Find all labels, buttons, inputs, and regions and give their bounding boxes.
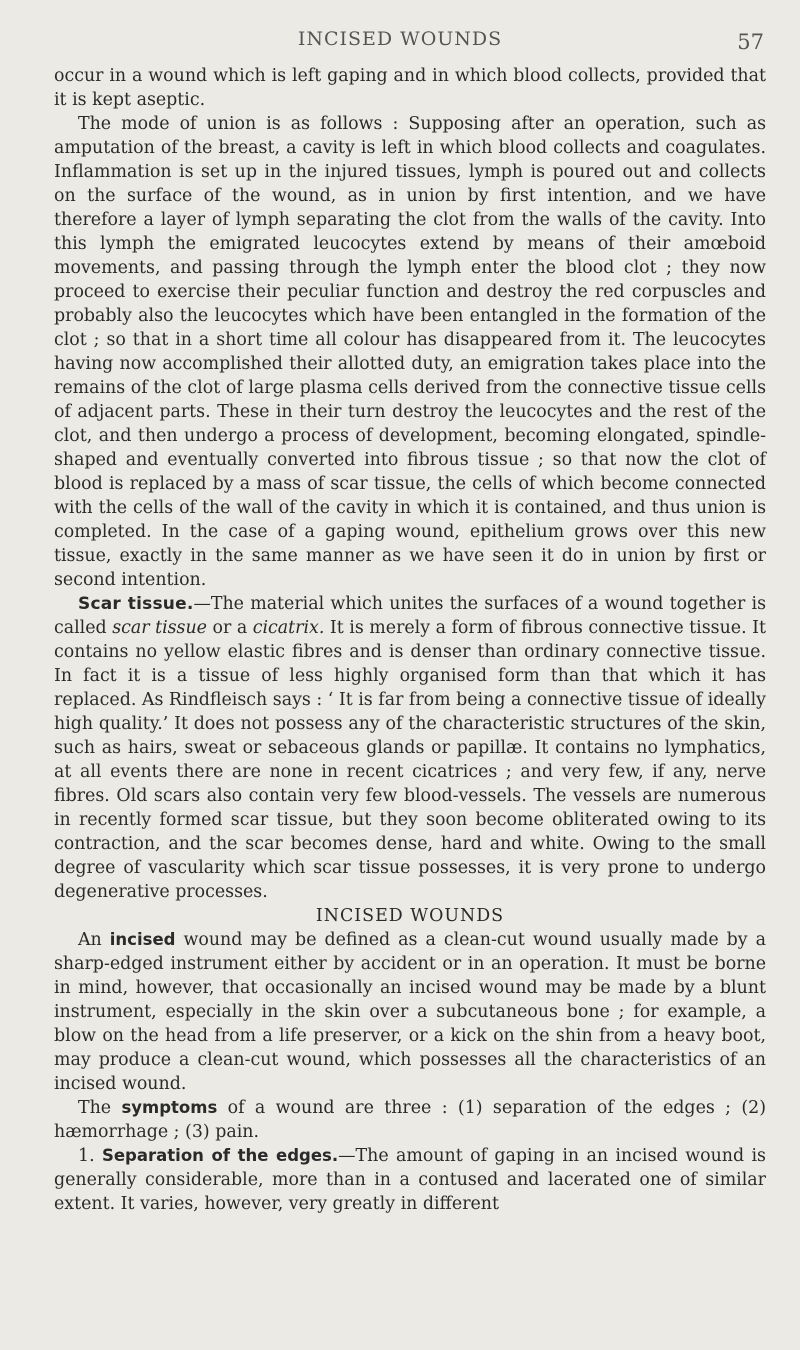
- separation-number: 1.: [78, 1146, 95, 1166]
- paragraph-separation-of-edges: [54, 1144, 766, 1216]
- incised-text-2: wound may be defined as a clean-cut wound usually made by a sharp-edged instrument either by accident or in an operation. It must be borne in mind, however, that occasionally an incised wound may be made by a blunt instrument, especially in the skin over a subcutaneous bone ; for example, a blow on the head from a life preserver, or a kick on the shin from a heavy boot, may produce a clean-cut wound, which possesses all the characteristics of an incised wound.: [54, 930, 766, 1094]
- symptoms-text-1: The: [78, 1098, 122, 1118]
- symptoms-text-2: of a wound are three : (1) separation of the edges ; (2) hæmorrhage ; (3) pain.: [54, 1098, 767, 1142]
- scar-term-scar-tissue: scar tissue: [112, 618, 207, 638]
- scar-text-3: It is merely a form of fibrous connective tissue. It contains no yellow elastic fibres and is denser than ordinary connective tissue. In fact it is a tissue of less highly organised form than that which it has replaced. As Rindfleisch says : ‘ It is far from being a connective tissue of ideally high quality.’ It does not possess any of the characteristic structures of the skin, such as hairs, sweat or sebaceous glands or papillæ. It contains no lymphatics, at all events there are none in recent cicatrices ; and very few, if any, nerve fibres. Old scars also contain very few blood-vessels. The vessels are numerous in recently formed scar tissue, but they soon become obliterated owing to its contraction, and the scar becomes dense, hard and white. Owing to the small degree of vascularity which scar tissue possesses, it is very prone to undergo degenerative processes.: [54, 618, 766, 902]
- page-header: [0, 20, 800, 60]
- paragraph-continuation: occur in a wound which is left gaping and in which blood collects, provided that it is kept aseptic.: [54, 66, 766, 110]
- paragraph-incised-definition: [54, 928, 766, 1096]
- separation-heading: Separation of the edges.: [101, 1146, 339, 1165]
- page-body: [54, 64, 766, 1216]
- scar-text-2: or a: [206, 618, 253, 638]
- symptoms-term: symptoms: [121, 1098, 218, 1117]
- section-heading-incised-wounds: INCISED WOUNDS: [315, 906, 505, 926]
- paragraph-symptoms: [54, 1096, 766, 1144]
- paragraph-scar-tissue: [54, 592, 766, 904]
- separation-text: —The amount of gaping in an incised wound is generally considerable, more than in a contused and lacerated one of similar extent. It varies, however, very greatly in different: [54, 1146, 766, 1214]
- running-head: INCISED WOUNDS: [297, 28, 503, 50]
- incised-text-1: An: [78, 930, 110, 950]
- page-number: 57: [737, 30, 764, 54]
- paragraph-mode-of-union: The mode of union is as follows : Supposing after an operation, such as amputation of the breast, a cavity is left in which blood collects and coagulates. Inflammation is set up in the injured tissues, lymph is poured out and collects on the surface of the wound, as in union by first intention, and we have therefore a layer of lymph separating the clot from the walls of the cavity. Into this lymph the emigrated leucocytes extend by means of their amœboid movements, and passing through the lymph enter the blood clot ; they now proceed to exercise their peculiar function and destroy the red corpuscles and probably also the leucocytes which have been entangled in the formation of the clot ; so that in a short time all colour has disappeared from it. The leucocytes having now accomplished their allotted duty, an emigration takes place into the remains of the clot of large plasma cells derived from the connective tissue cells of adjacent parts. These in their turn destroy the leucocytes and the rest of the clot, and then undergo a process of development, becoming elongated, spindle-shaped and eventually converted into fibrous tissue ; so that now the clot of blood is replaced by a mass of scar tissue, the cells of which become connected with the cells of the wall of the cavity in which it is contained, and thus union is completed. In the case of a gaping wound, epithelium grows over this new tissue, exactly in the same manner as we have seen it do in union by first or second intention.: [54, 114, 766, 590]
- scar-tissue-heading: Scar tissue.: [78, 594, 194, 614]
- incised-term: incised: [109, 930, 176, 949]
- scar-term-cicatrix: cicatrix.: [252, 618, 325, 638]
- scar-text-1: —The material which unites the surfaces of a wound together is called: [54, 594, 766, 638]
